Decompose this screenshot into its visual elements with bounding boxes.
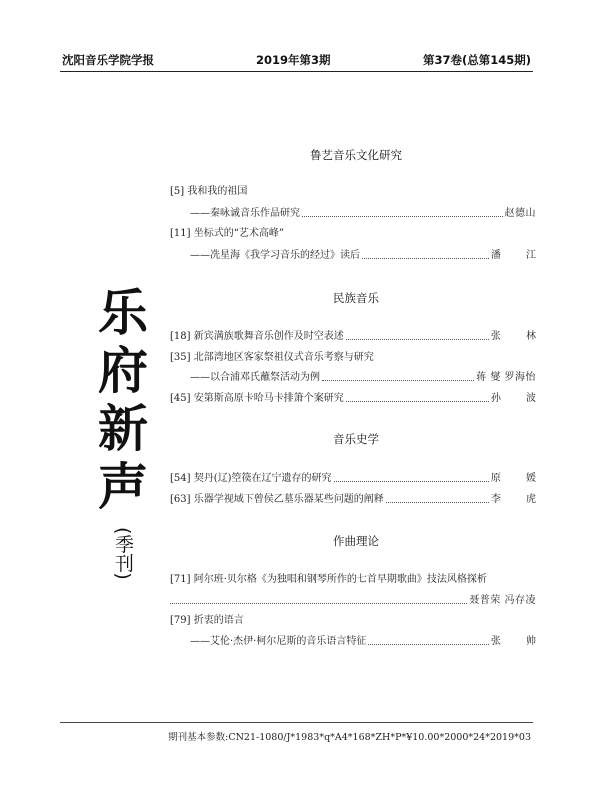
section-title: 音乐史学 — [333, 432, 379, 446]
toc-entry[interactable]: ——以合浦邓氏蘸祭活动为例 蒋 燮 罗海怡 — [190, 372, 536, 383]
leader-dots — [386, 493, 489, 503]
toc-entry[interactable]: [54] 契丹(辽)箜篌在辽宁遗存的研究 原 媛 — [170, 473, 547, 484]
journal-title-char: 府 — [98, 342, 148, 400]
toc-entry[interactable]: [45] 安第斯高原卡哈马卡排箫个案研究 孙 波 — [170, 393, 547, 404]
toc-entry[interactable]: ——冼星海《我学习音乐的经过》读后 潘 江 — [190, 250, 547, 261]
toc-entry[interactable]: [79] 折衷的语言 — [170, 615, 244, 626]
toc-author: 原 媛 — [490, 473, 547, 484]
leader-dots — [346, 392, 489, 402]
toc-author: 张 帅 — [490, 636, 547, 647]
header-volume: 第37卷(总第145期) — [422, 53, 531, 67]
leader-dots — [170, 594, 467, 604]
leader-dots — [368, 635, 488, 645]
toc-author: 蒋 燮 罗海怡 — [476, 372, 536, 383]
section-title: 作曲理论 — [333, 534, 379, 548]
toc-entry[interactable] — [170, 594, 536, 608]
toc-entry[interactable]: [71] 阿尔班·贝尔格《为独唱和钢琴所作的七首早期歌曲》技法风格探析 — [170, 574, 487, 585]
journal-subtitle: (季刊) — [112, 527, 134, 580]
toc-entry[interactable]: [63] 乐器学视域下曾侯乙墓乐器某些问题的阐释 李 虎 — [170, 494, 547, 505]
journal-title-char: 声 — [98, 458, 148, 516]
header-rule — [60, 71, 533, 72]
toc-entry[interactable]: [35] 北部湾地区客家祭祖仪式音乐考察与研究 — [170, 352, 374, 363]
toc-entry[interactable]: [11] 坐标式的“艺术高峰” — [170, 228, 284, 239]
toc-author: 潘 江 — [490, 250, 547, 261]
toc-author: 李 虎 — [490, 494, 547, 505]
leader-dots — [346, 330, 489, 340]
running-header — [62, 52, 531, 68]
journal-title-char: 乐 — [98, 284, 148, 342]
toc-entry[interactable]: [5] 我和我的祖国 — [170, 186, 248, 197]
journal-title-char: 新 — [98, 400, 148, 458]
toc-author: 赵德山 — [504, 208, 536, 219]
section-title: 鲁艺音乐文化研究 — [310, 148, 402, 162]
toc-author: 孙 波 — [490, 393, 547, 404]
journal-parameters: 期刊基本参数:CN21-1080/J*1983*q*A4*168*ZH*P*¥10.00*2000*24*2019*03 — [168, 732, 531, 743]
section-title: 民族音乐 — [333, 291, 379, 305]
toc-entry[interactable]: [18] 新宾满族歌舞音乐创作及时空表述 张 林 — [170, 331, 547, 342]
header-issue: 2019年第3期 — [256, 53, 331, 67]
toc-entry[interactable]: ——秦咏诚音乐作品研究 赵德山 — [190, 208, 536, 219]
leader-dots — [334, 472, 489, 482]
leader-dots — [322, 371, 474, 381]
leader-dots — [362, 249, 489, 259]
footer-rule — [60, 722, 533, 723]
leader-dots — [302, 207, 503, 217]
journal-title — [88, 285, 158, 580]
toc-entry[interactable]: ——艾伦·杰伊·柯尔尼斯的音乐语言特征 张 帅 — [190, 636, 547, 647]
toc-author: 张 林 — [490, 331, 547, 342]
toc-author: 聂普荣 冯存凌 — [469, 595, 536, 606]
header-journal-name: 沈阳音乐学院学报 — [62, 53, 154, 67]
